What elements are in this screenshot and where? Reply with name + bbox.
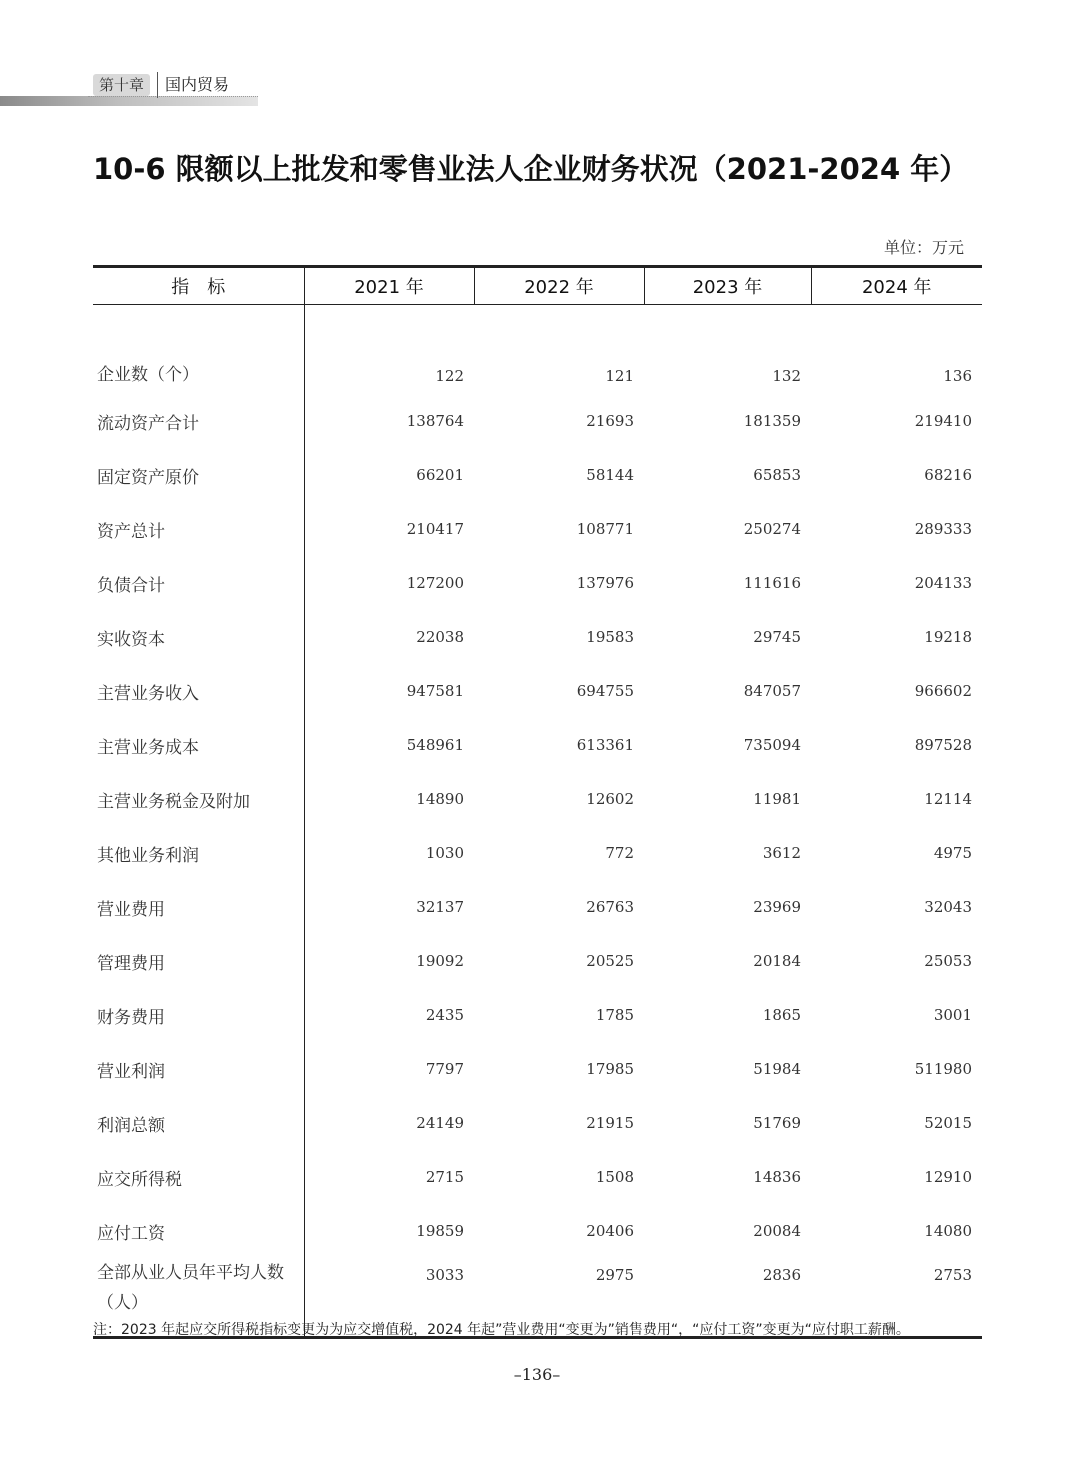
row-label: 全部从业人员年平均人数（人） bbox=[93, 1258, 304, 1338]
cell-2022: 20525 bbox=[586, 952, 634, 970]
footnote: 注：2023 年起应交所得税指标变更为为应交增值税，2024 年起”营业费用“变更为”销售费用“，“应付工资”变更为“应付职工薪酬。 bbox=[93, 1322, 910, 1338]
cell-2023: 51769 bbox=[753, 1114, 801, 1132]
cell-2022: 1508 bbox=[595, 1168, 634, 1186]
cell-2022: 58144 bbox=[586, 466, 634, 484]
table-row bbox=[93, 664, 982, 718]
cell-2022: 19583 bbox=[586, 628, 634, 646]
cell-2024: 4975 bbox=[933, 844, 972, 862]
table-row bbox=[93, 448, 982, 502]
table-row bbox=[93, 1042, 982, 1096]
cell-2022: 21693 bbox=[586, 412, 634, 430]
cell-2022: 121 bbox=[605, 367, 634, 385]
cell-2024: 136 bbox=[943, 367, 972, 385]
table-header-row bbox=[93, 267, 982, 305]
row-label: 实收资本 bbox=[93, 610, 304, 664]
cell-2024: 19218 bbox=[924, 628, 972, 646]
cell-2023: 1865 bbox=[762, 1006, 801, 1024]
table-row bbox=[93, 826, 982, 880]
cell-2023: 111616 bbox=[743, 574, 801, 592]
cell-2024: 25053 bbox=[924, 952, 972, 970]
table-row bbox=[93, 718, 982, 772]
cell-2021: 210417 bbox=[406, 520, 464, 538]
page-number: –136– bbox=[513, 1365, 561, 1384]
cell-2023: 250274 bbox=[743, 520, 801, 538]
cell-2024: 966602 bbox=[914, 682, 972, 700]
table-row bbox=[93, 502, 982, 556]
cell-2023: 14836 bbox=[753, 1168, 801, 1186]
cell-2024: 12114 bbox=[924, 790, 972, 808]
cell-2022: 772 bbox=[605, 844, 634, 862]
cell-2022: 1785 bbox=[595, 1006, 634, 1024]
column-header-2024: 2024 年 bbox=[811, 267, 982, 305]
column-header-2021: 2021 年 bbox=[304, 267, 474, 305]
column-header-2022: 2022 年 bbox=[474, 267, 644, 305]
cell-2023: 11981 bbox=[753, 790, 801, 808]
cell-2021: 127200 bbox=[406, 574, 464, 592]
cell-2023: 735094 bbox=[743, 736, 801, 754]
row-label: 资产总计 bbox=[93, 502, 304, 556]
page-title: 10-6 限额以上批发和零售业法人企业财务状况（2021-2024 年） bbox=[93, 152, 969, 186]
row-label: 企业数（个） bbox=[93, 305, 304, 395]
table-row bbox=[93, 394, 982, 448]
cell-2021: 3033 bbox=[304, 1258, 474, 1338]
cell-2021: 7797 bbox=[425, 1060, 464, 1078]
cell-2021: 122 bbox=[435, 367, 464, 385]
cell-2024: 289333 bbox=[914, 520, 972, 538]
cell-2024: 897528 bbox=[914, 736, 972, 754]
row-label: 主营业务税金及附加 bbox=[93, 772, 304, 826]
cell-2023: 20084 bbox=[753, 1222, 801, 1240]
cell-2024: 12910 bbox=[924, 1168, 972, 1186]
cell-2022: 17985 bbox=[586, 1060, 634, 1078]
cell-2023: 2836 bbox=[644, 1258, 811, 1338]
cell-2022: 20406 bbox=[586, 1222, 634, 1240]
cell-2023: 29745 bbox=[753, 628, 801, 646]
cell-2021: 19092 bbox=[416, 952, 464, 970]
row-label: 主营业务收入 bbox=[93, 664, 304, 718]
cell-2022: 12602 bbox=[586, 790, 634, 808]
table-row bbox=[93, 1096, 982, 1150]
cell-2021: 2435 bbox=[425, 1006, 464, 1024]
row-label: 流动资产合计 bbox=[93, 394, 304, 448]
table-row bbox=[93, 988, 982, 1042]
chapter-separator bbox=[157, 72, 158, 98]
row-label: 其他业务利润 bbox=[93, 826, 304, 880]
table-row bbox=[93, 1204, 982, 1258]
cell-2021: 138764 bbox=[406, 412, 464, 430]
cell-2024: 204133 bbox=[914, 574, 972, 592]
cell-2021: 1030 bbox=[425, 844, 464, 862]
financial-table bbox=[93, 265, 982, 1339]
cell-2022: 613361 bbox=[576, 736, 634, 754]
row-label: 应付工资 bbox=[93, 1204, 304, 1258]
table-row bbox=[93, 610, 982, 664]
cell-2023: 51984 bbox=[753, 1060, 801, 1078]
chapter-badge: 第十章 bbox=[93, 74, 150, 96]
row-label: 利润总额 bbox=[93, 1096, 304, 1150]
cell-2024: 511980 bbox=[914, 1060, 972, 1078]
cell-2021: 19859 bbox=[416, 1222, 464, 1240]
cell-2024: 14080 bbox=[924, 1222, 972, 1240]
cell-2021: 14890 bbox=[416, 790, 464, 808]
table-row bbox=[93, 305, 982, 395]
cell-2024: 3001 bbox=[933, 1006, 972, 1024]
cell-2024: 68216 bbox=[924, 466, 972, 484]
column-header-indicator: 指 标 bbox=[93, 267, 304, 305]
cell-2023: 181359 bbox=[743, 412, 801, 430]
column-header-2023: 2023 年 bbox=[644, 267, 811, 305]
table-row bbox=[93, 934, 982, 988]
cell-2024: 219410 bbox=[914, 412, 972, 430]
table-row bbox=[93, 880, 982, 934]
cell-2024: 32043 bbox=[924, 898, 972, 916]
cell-2022: 2975 bbox=[474, 1258, 644, 1338]
cell-2023: 65853 bbox=[753, 466, 801, 484]
cell-2021: 2715 bbox=[425, 1168, 464, 1186]
row-label: 营业利润 bbox=[93, 1042, 304, 1096]
row-label: 财务费用 bbox=[93, 988, 304, 1042]
cell-2023: 20184 bbox=[753, 952, 801, 970]
header-decor-bar bbox=[0, 96, 258, 106]
cell-2022: 26763 bbox=[586, 898, 634, 916]
cell-2024: 2753 bbox=[811, 1258, 982, 1338]
header-dotted-rule bbox=[88, 96, 258, 97]
chapter-section-name: 国内贸易 bbox=[165, 75, 230, 94]
row-label: 主营业务成本 bbox=[93, 718, 304, 772]
table-row bbox=[93, 772, 982, 826]
table-row bbox=[93, 1150, 982, 1204]
cell-2021: 66201 bbox=[416, 466, 464, 484]
cell-2021: 22038 bbox=[416, 628, 464, 646]
row-label: 应交所得税 bbox=[93, 1150, 304, 1204]
cell-2023: 847057 bbox=[743, 682, 801, 700]
cell-2021: 24149 bbox=[416, 1114, 464, 1132]
cell-2022: 137976 bbox=[576, 574, 634, 592]
cell-2023: 3612 bbox=[762, 844, 801, 862]
cell-2023: 23969 bbox=[753, 898, 801, 916]
table-row bbox=[93, 556, 982, 610]
cell-2024: 52015 bbox=[924, 1114, 972, 1132]
row-label: 营业费用 bbox=[93, 880, 304, 934]
cell-2022: 694755 bbox=[576, 682, 634, 700]
cell-2023: 132 bbox=[772, 367, 801, 385]
cell-2022: 108771 bbox=[576, 520, 634, 538]
unit-label: 单位：万元 bbox=[883, 238, 964, 257]
cell-2021: 947581 bbox=[406, 682, 464, 700]
row-label: 固定资产原价 bbox=[93, 448, 304, 502]
cell-2021: 548961 bbox=[406, 736, 464, 754]
cell-2022: 21915 bbox=[586, 1114, 634, 1132]
cell-2021: 32137 bbox=[416, 898, 464, 916]
row-label: 负债合计 bbox=[93, 556, 304, 610]
row-label: 管理费用 bbox=[93, 934, 304, 988]
